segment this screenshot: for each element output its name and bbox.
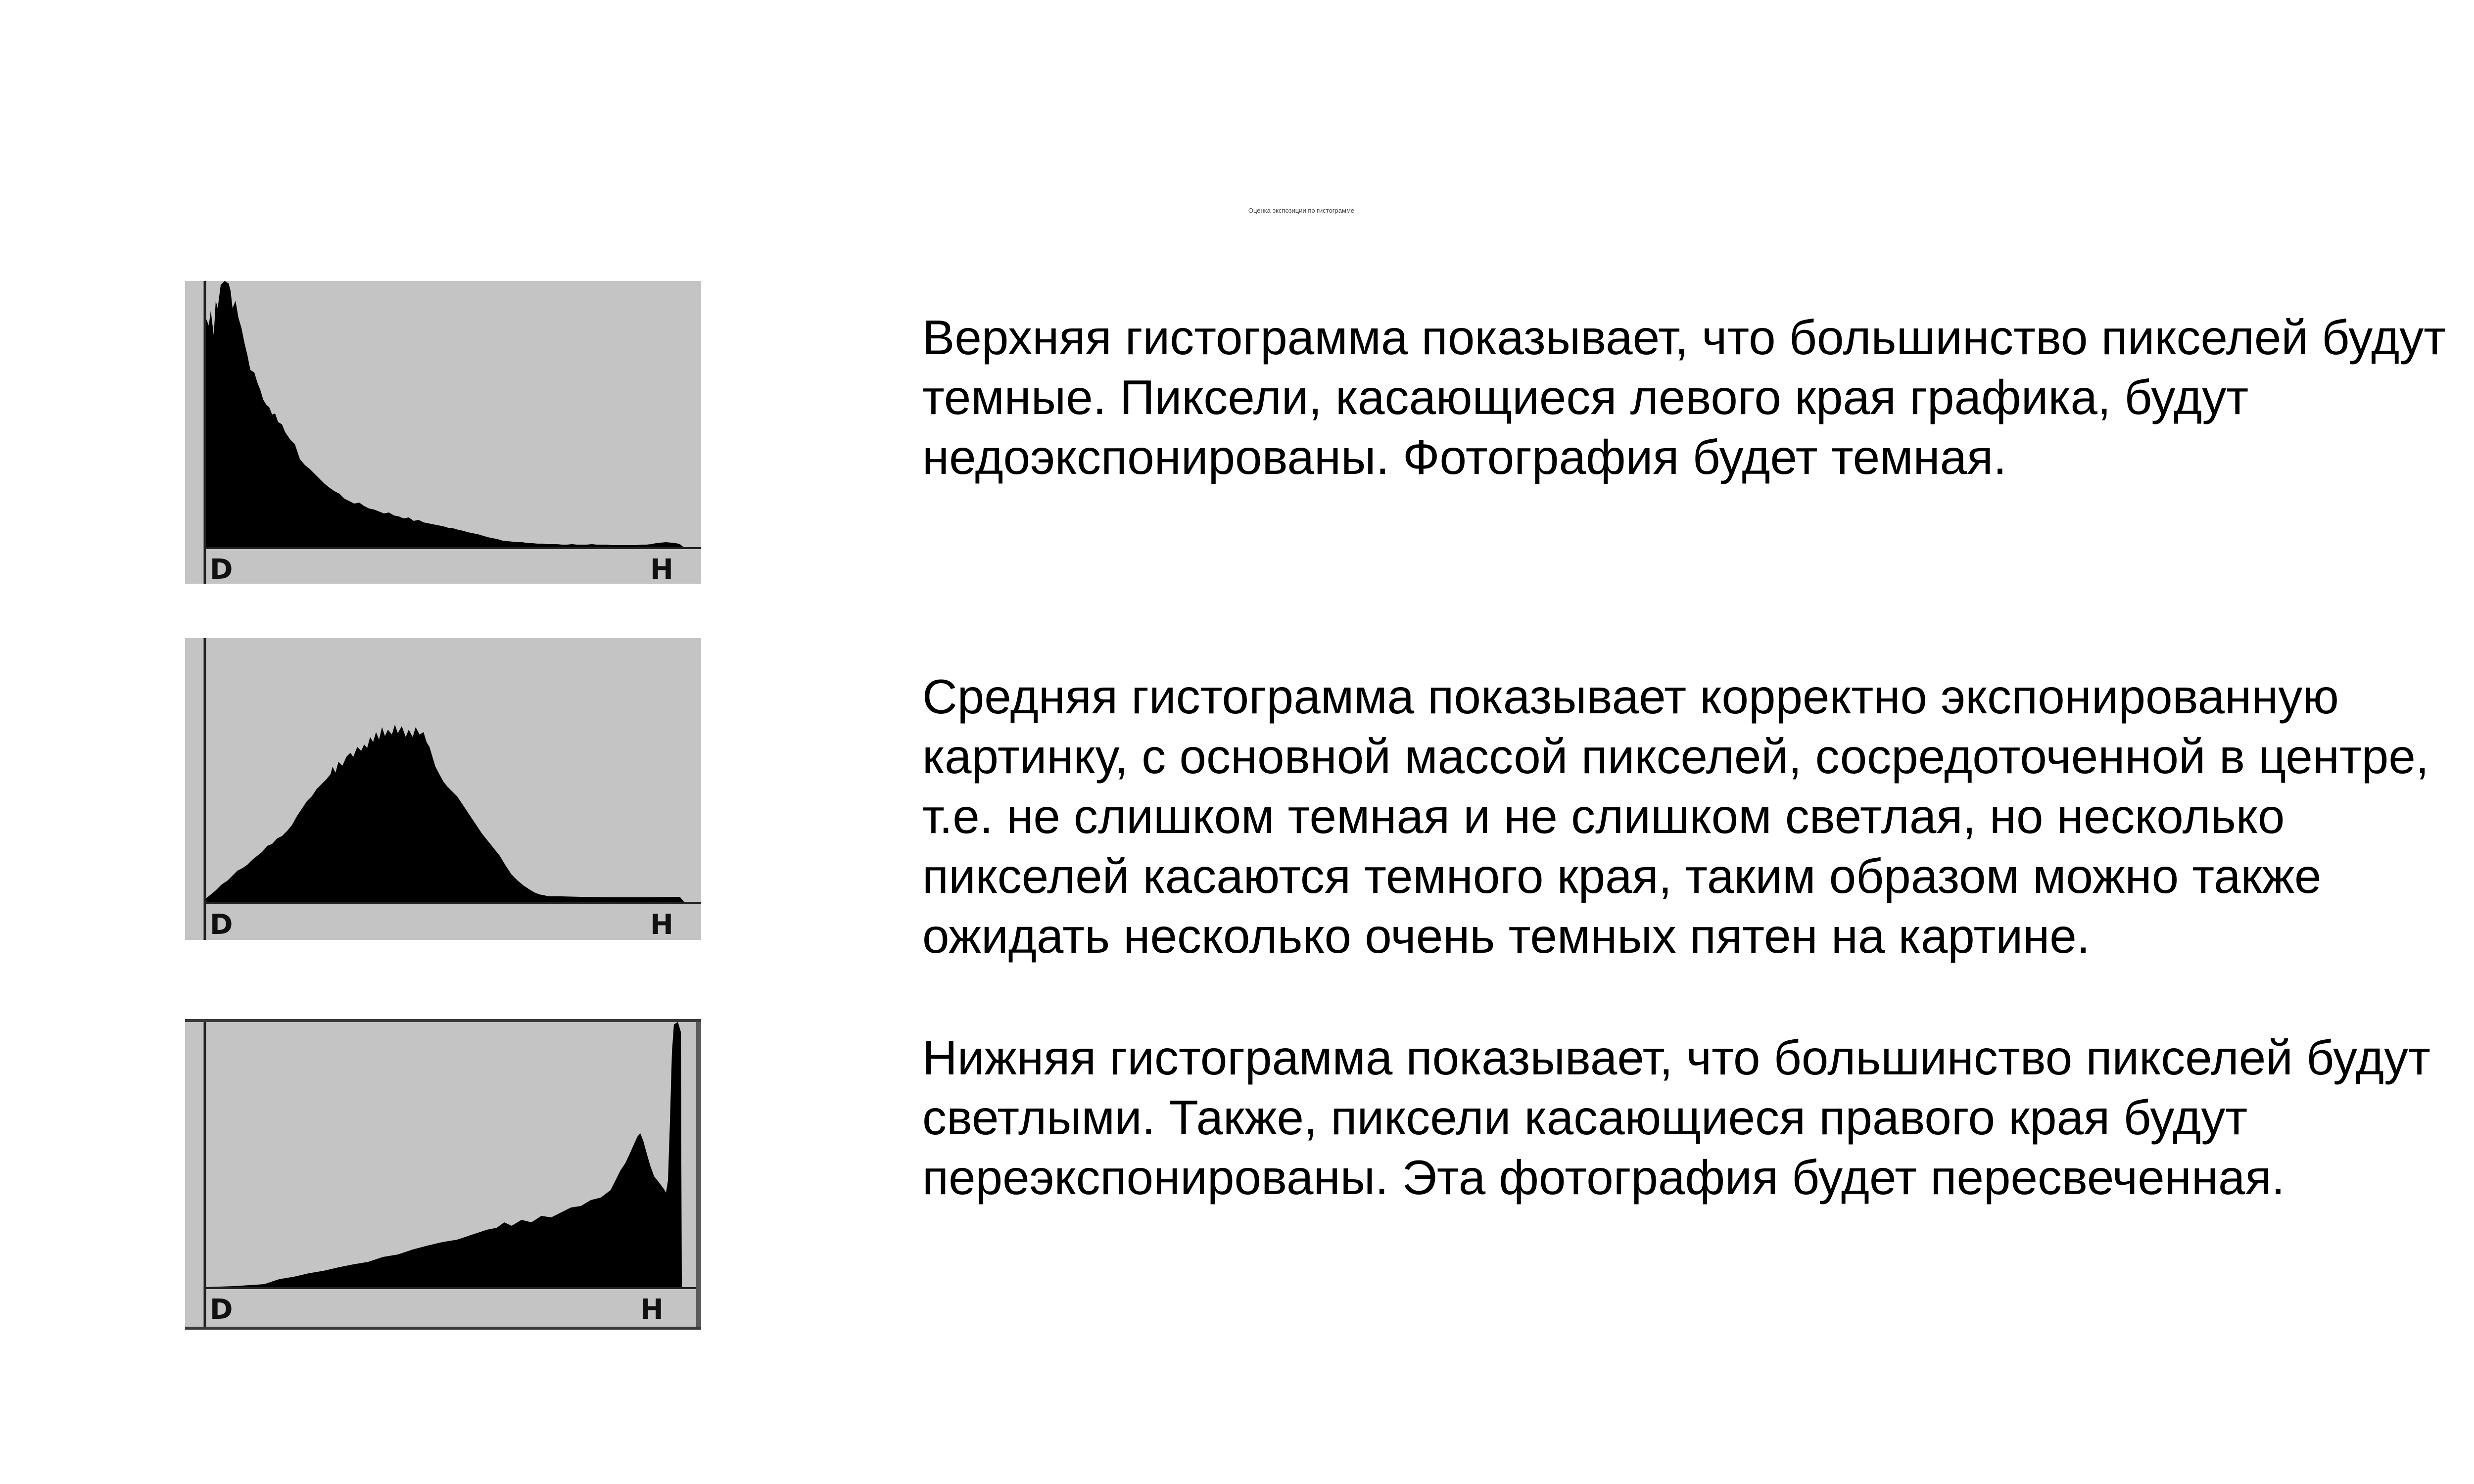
histogram-light-right-edge	[696, 1022, 701, 1327]
histogram-dark-left-label: D	[210, 554, 233, 584]
caption-line: темные. Пиксели, касающиеся левого края графика, будут	[922, 370, 2249, 424]
histogram-dark-right-label: H	[650, 554, 673, 584]
histogram-light-graph	[185, 1022, 701, 1327]
caption-line: Средняя гистограмма показывает корректно экспонированную	[922, 669, 2339, 724]
caption-line: светлыми. Также, пиксели касающиеся правого края будут	[922, 1090, 2248, 1145]
histogram-light-right-label: H	[640, 1294, 664, 1326]
caption-light-histogram	[922, 1028, 2474, 1207]
histogram-light-image	[185, 1019, 701, 1330]
slide-title: Оценка экспозиции по гистограмме	[1248, 207, 1355, 214]
histogram-light-left-label: D	[210, 1294, 233, 1326]
caption-line: недоэкспонированы. Фотография будет темная.	[922, 430, 2007, 484]
caption-line: пикселей касаются темного края, таким образом можно также	[922, 849, 2322, 903]
histogram-dark-image	[185, 281, 701, 584]
caption-normal-histogram	[922, 667, 2474, 966]
histogram-normal-right-label: H	[650, 909, 673, 940]
caption-line: переэкспонированы. Эта фотография будет пересвеченная.	[922, 1150, 2285, 1205]
caption-line: Верхняя гистограмма показывает, что большинство пикселей будут	[922, 310, 2446, 365]
histogram-normal-graph	[185, 638, 701, 940]
caption-dark-histogram	[922, 308, 2474, 487]
histogram-normal-image	[185, 638, 701, 940]
histogram-normal-left-label: D	[210, 909, 233, 940]
caption-line: картинку, с основной массой пикселей, сосредоточенной в центре,	[922, 729, 2429, 784]
caption-line: ожидать несколько очень темных пятен на картине.	[922, 909, 2091, 963]
histogram-dark-graph	[185, 281, 701, 584]
caption-line: т.е. не слишком темная и не слишком светлая, но несколько	[922, 789, 2285, 843]
caption-line: Нижняя гистограмма показывает, что большинство пикселей будут	[922, 1030, 2430, 1085]
